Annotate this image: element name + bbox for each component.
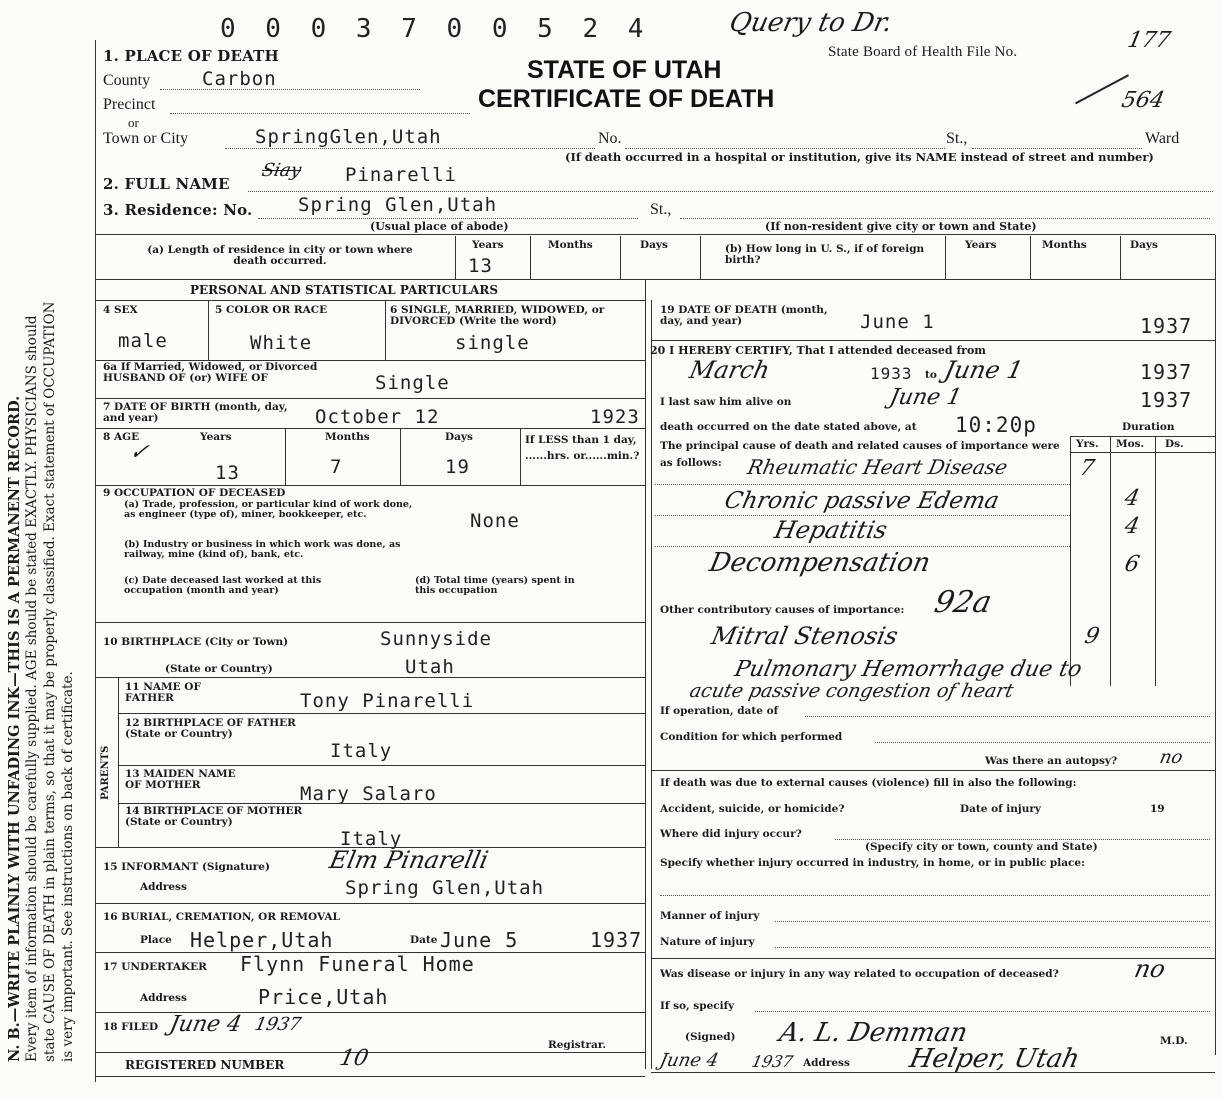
us-residence-label: (b) How long in U. S., if of foreign birth? bbox=[725, 243, 925, 266]
informant-label: 15 INFORMANT (Signature) bbox=[103, 861, 270, 873]
filed-year: 1937 bbox=[252, 1014, 304, 1035]
nonresident-note: (If non-resident give city or town and State) bbox=[765, 220, 1037, 233]
death-time-label: death occurred on the date stated above, at bbox=[660, 421, 917, 433]
mother-label: 13 MAIDEN NAME OF MOTHER bbox=[125, 768, 236, 791]
or-label: or bbox=[128, 115, 139, 130]
cause-1: Rheumatic Heart Disease bbox=[745, 455, 1010, 479]
county-value: Carbon bbox=[202, 68, 277, 90]
duration-yrs-header: Yrs. bbox=[1076, 438, 1099, 450]
res-years-value: 13 bbox=[468, 255, 493, 277]
parents-label: PARENTS bbox=[100, 745, 111, 800]
autopsy-label: Was there an autopsy? bbox=[985, 755, 1118, 767]
file-no-label: State Board of Health File No. bbox=[828, 44, 1018, 60]
filed-label: 18 FILED bbox=[103, 1021, 159, 1033]
signature-year: 1937 bbox=[749, 1052, 795, 1071]
autopsy-value: no bbox=[1157, 747, 1185, 768]
father-birthplace-label: 12 BIRTHPLACE OF FATHER (State or Country) bbox=[125, 717, 296, 740]
operation-label: If operation, date of bbox=[660, 705, 779, 717]
res-days-header: Days bbox=[640, 239, 668, 251]
length-residence-label: (a) Length of residence in city or town where death occurred. bbox=[147, 244, 413, 267]
contributory-1: Mitral Stenosis bbox=[709, 622, 901, 650]
registered-number-label: REGISTERED NUMBER bbox=[125, 1058, 285, 1072]
us-months-header: Months bbox=[1042, 239, 1087, 251]
margin-number: 564 bbox=[1119, 88, 1167, 113]
birthplace-label: 10 BIRTHPLACE (City or Town) bbox=[103, 636, 289, 648]
where-injury-label: Where did injury occur? bbox=[660, 828, 802, 840]
undertaker-address-label: Address bbox=[140, 992, 187, 1004]
md-label: M.D. bbox=[1160, 1035, 1188, 1047]
age-years-value: 13 bbox=[215, 462, 240, 484]
color-label: 5 COLOR OR RACE bbox=[215, 304, 328, 316]
personal-header: PERSONAL AND STATISTICAL PARTICULARS bbox=[190, 283, 499, 297]
residence-value: Spring Glen,Utah bbox=[298, 194, 498, 216]
occupation-label: 9 OCCUPATION OF DECEASED bbox=[103, 487, 286, 499]
last-saw-value: June 1 bbox=[887, 385, 964, 410]
sidebar-line-4: is very important. See instructions on back of certificate. bbox=[60, 671, 76, 1062]
contributory-3: acute passive congestion of heart bbox=[687, 680, 1016, 702]
informant-signature: Elm Pinarelli bbox=[327, 846, 491, 874]
occupation-a-label: (a) Trade, profession, or particular kind of work done, as engineer (type of), miner, bookkeeper, etc. bbox=[124, 499, 413, 520]
res-years-header: Years bbox=[472, 239, 504, 251]
spouse-value: Single bbox=[375, 372, 450, 394]
attended-to-value: June 1 bbox=[942, 356, 1026, 384]
burial-year-value: 1937 bbox=[590, 928, 643, 952]
spouse-label: 6a If Married, Widowed, or Divorced HUSBAND OF (or) WIFE OF bbox=[103, 361, 318, 384]
certificate-number: 0 0 0 3 7 0 0 5 2 4 bbox=[220, 14, 651, 44]
informant-address-label: Address bbox=[140, 881, 187, 893]
residence-st-label: St., bbox=[650, 201, 672, 218]
last-saw-year: 1937 bbox=[1140, 388, 1193, 412]
check-mark bbox=[1061, 48, 1129, 104]
age-label: 8 AGE bbox=[103, 431, 140, 443]
burial-date-label: Date bbox=[410, 934, 438, 946]
mother-birthplace-value: Italy bbox=[340, 828, 403, 850]
divider-center-2 bbox=[651, 300, 652, 1069]
attended-from-value: March bbox=[687, 356, 773, 384]
occupation-value: None bbox=[470, 510, 520, 532]
attended-to-year: 1937 bbox=[1140, 360, 1193, 384]
dob-value: October 12 bbox=[315, 406, 440, 428]
occupation-c-label: (c) Date deceased last worked at this occupation (month and year) bbox=[124, 575, 322, 596]
first-name: Siay bbox=[259, 160, 304, 181]
father-value: Tony Pinarelli bbox=[300, 690, 475, 712]
registrar-label: Registrar. bbox=[548, 1039, 607, 1051]
ward-label: Ward bbox=[1145, 130, 1180, 147]
duration-mos-header: Mos. bbox=[1116, 438, 1145, 450]
birth-state-value: Utah bbox=[405, 656, 455, 678]
mother-value: Mary Salaro bbox=[300, 783, 437, 805]
burial-label: 16 BURIAL, CREMATION, OR REMOVAL bbox=[103, 911, 340, 923]
document-title: CERTIFICATE OF DEATH bbox=[478, 85, 775, 113]
color-value: White bbox=[250, 332, 313, 354]
accident-label: Accident, suicide, or homicide? bbox=[660, 803, 845, 815]
rule-personal-top bbox=[95, 279, 1215, 280]
dob-label: 7 DATE OF BIRTH (month, day, and year) bbox=[103, 401, 288, 424]
cause-4: Decompensation bbox=[706, 548, 934, 578]
age-days-value: 19 bbox=[445, 456, 470, 478]
mother-birthplace-label: 14 BIRTHPLACE OF MOTHER (State or Country) bbox=[125, 805, 303, 828]
date-of-death-label: 19 DATE OF DEATH (month, day, and year) bbox=[660, 304, 828, 327]
cause-4-duration: 6 bbox=[1122, 552, 1142, 577]
sidebar-line-2: Every item of information should be carefully supplied. AGE should be stated EXACTLY. PHYSICIANS should bbox=[24, 315, 40, 1062]
injury-year-label: 19 bbox=[1150, 803, 1165, 815]
town-value: SpringGlen,Utah bbox=[255, 126, 442, 148]
sidebar-line-1: N. B.—WRITE PLAINLY WITH UNFADING INK—THIS IS A PERMANENT RECORD. bbox=[6, 395, 23, 1062]
undertaker-value: Flynn Funeral Home bbox=[240, 952, 475, 976]
age-years-label: Years bbox=[200, 431, 232, 443]
frame-right bbox=[1215, 235, 1216, 1055]
if-so-label: If so, specify bbox=[660, 1000, 735, 1012]
cause-3: Hepatitis bbox=[772, 516, 890, 544]
nature-injury-label: Nature of injury bbox=[660, 936, 755, 948]
cause-2: Chronic passive Edema bbox=[722, 488, 1002, 514]
cause-2-duration: 4 bbox=[1122, 486, 1142, 511]
duration-ds-header: Ds. bbox=[1165, 438, 1184, 450]
burial-place-value: Helper,Utah bbox=[190, 928, 334, 952]
condition-label: Condition for which performed bbox=[660, 731, 843, 743]
burial-date-value: June 5 bbox=[440, 928, 519, 952]
undertaker-address-value: Price,Utah bbox=[258, 985, 389, 1009]
date-of-death-value: June 1 bbox=[860, 311, 935, 333]
us-years-header: Years bbox=[965, 239, 997, 251]
query-note: Query to Dr. bbox=[726, 8, 896, 38]
marital-value: single bbox=[455, 332, 530, 354]
res-months-header: Months bbox=[548, 239, 593, 251]
occupation-related-value: no bbox=[1132, 955, 1168, 983]
informant-address-value: Spring Glen,Utah bbox=[345, 877, 545, 899]
marital-label: 6 SINGLE, MARRIED, WIDOWED, or DIVORCED (Write the word) bbox=[390, 304, 605, 327]
age-less-label: If LESS than 1 day, ......hrs. or......min.? bbox=[525, 434, 640, 462]
father-birthplace-value: Italy bbox=[330, 740, 393, 762]
cause-3-duration: 4 bbox=[1122, 514, 1142, 539]
dob-year: 1923 bbox=[590, 406, 640, 428]
specify-place-note: (Specify city or town, county and State) bbox=[865, 841, 1098, 853]
county-label: County bbox=[103, 72, 151, 89]
sex-label: 4 SEX bbox=[103, 304, 138, 316]
age-months-value: 7 bbox=[330, 456, 343, 478]
st-label: St., bbox=[946, 130, 968, 147]
registered-number-value: 10 bbox=[337, 1046, 371, 1071]
full-name-label: 2. FULL NAME bbox=[103, 175, 230, 193]
divider-center bbox=[645, 279, 646, 1069]
birthplace-value: Sunnyside bbox=[380, 628, 492, 650]
no-label: No. bbox=[598, 130, 622, 147]
contributory-1-duration: 9 bbox=[1082, 624, 1102, 649]
age-days-label: Days bbox=[445, 431, 473, 443]
contributory-2: Pulmonary Hemorrhage due to bbox=[732, 657, 1085, 682]
contributory-label: Other contributory causes of importance: bbox=[660, 604, 905, 616]
physician-signature: A. L. Demman bbox=[776, 1018, 971, 1048]
principal-cause-label: The principal cause of death and related causes of importance were as follows: bbox=[660, 440, 1060, 469]
certify-label: 20 I HEREBY CERTIFY, That I attended deceased from bbox=[650, 344, 986, 357]
undertaker-label: 17 UNDERTAKER bbox=[103, 961, 207, 973]
frame-left bbox=[95, 40, 96, 1082]
father-label: 11 NAME OF FATHER bbox=[125, 681, 201, 704]
cause-1-duration: 7 bbox=[1077, 456, 1097, 481]
sidebar-line-3: state CAUSE OF DEATH in plain terms, so that it may be properly classified. Exact statement of OCCUPATION bbox=[42, 301, 58, 1062]
town-label: Town or City bbox=[103, 130, 189, 147]
sex-value: male bbox=[118, 330, 168, 352]
residence-label: 3. Residence: No. bbox=[103, 201, 253, 219]
burial-place-label: Place bbox=[140, 934, 172, 946]
manner-injury-label: Manner of injury bbox=[660, 910, 760, 922]
attended-from-year: 1933 bbox=[870, 364, 913, 383]
us-days-header: Days bbox=[1130, 239, 1158, 251]
injury-date-label: Date of injury bbox=[960, 803, 1041, 815]
rule-residence-top bbox=[95, 234, 1215, 235]
last-name: Pinarelli bbox=[345, 164, 457, 186]
death-time-value: 10:20p bbox=[955, 413, 1037, 437]
age-months-label: Months bbox=[325, 431, 370, 443]
specify-industry-label: Specify whether injury occurred in industry, in home, or in public place: bbox=[660, 857, 1085, 869]
file-no-value: 177 bbox=[1125, 28, 1173, 53]
hospital-note: (If death occurred in a hospital or institution, give its NAME instead of street and number) bbox=[565, 150, 1154, 164]
last-saw-label: I last saw him alive on bbox=[660, 396, 792, 408]
date-of-death-year: 1937 bbox=[1140, 314, 1193, 338]
place-of-death-label: 1. PLACE OF DEATH bbox=[103, 47, 279, 65]
usual-abode-note: (Usual place of abode) bbox=[370, 220, 509, 233]
precinct-label: Precinct bbox=[103, 96, 156, 113]
physician-address-label: Address bbox=[803, 1057, 850, 1069]
classification-mark: 92a bbox=[931, 585, 995, 620]
occupation-related-label: Was disease or injury in any way related to occupation of deceased? bbox=[660, 968, 1059, 980]
occupation-b-label: (b) Industry or business in which work was done, as railway, mine (kind of), bank, etc. bbox=[124, 539, 401, 560]
age-check: ✓ bbox=[127, 440, 152, 465]
attended-to-label: to bbox=[925, 369, 937, 381]
external-causes-label: If death was due to external causes (violence) fill in also the following: bbox=[660, 777, 1077, 789]
birth-state-label: (State or Country) bbox=[165, 663, 273, 675]
occupation-d-label: (d) Total time (years) spent in this occupation bbox=[415, 575, 575, 596]
state-heading: STATE OF UTAH bbox=[527, 56, 722, 84]
signature-date: June 4 bbox=[657, 1050, 721, 1071]
signed-label: (Signed) bbox=[685, 1031, 736, 1043]
physician-address-value: Helper, Utah bbox=[906, 1044, 1083, 1074]
duration-label: Duration bbox=[1122, 421, 1175, 433]
filed-value: June 4 bbox=[167, 1012, 244, 1037]
